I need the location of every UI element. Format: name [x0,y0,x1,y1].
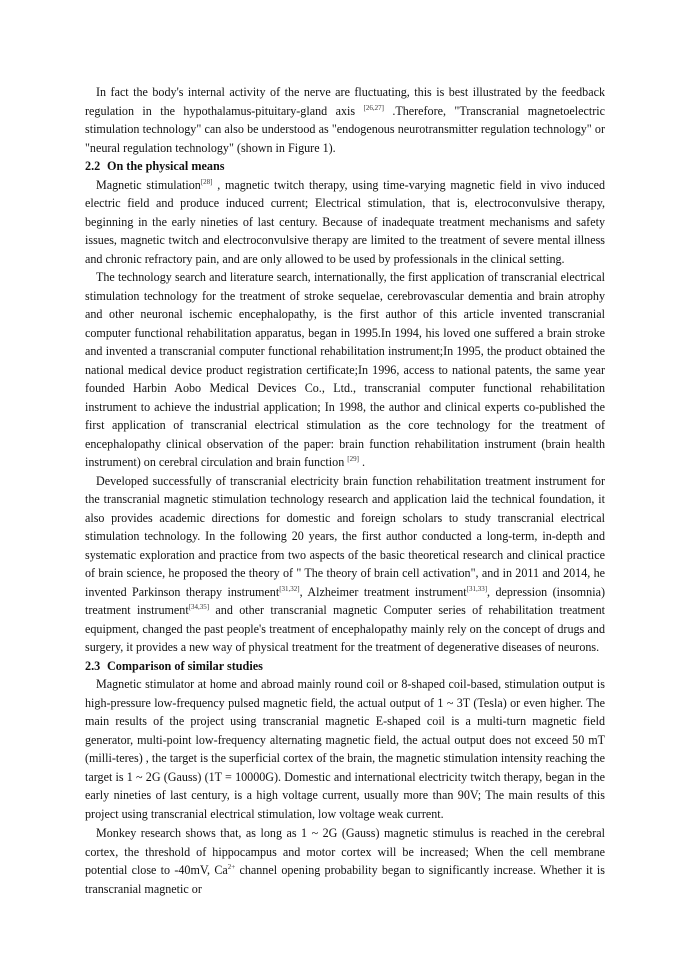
paragraph-text: , Alzheimer treatment instrument [299,584,467,599]
paragraph-monkey-research [85,824,605,898]
paragraph-text: .Therefore, "Transcranial magnetoelectric stimulation technology" can also be understood as "endogenous neurotransmitter regulation technology" or "neural regulation technology" (shown in Figure 1). [85,103,606,155]
section-number: 2.2 [85,159,101,173]
citation-ref[interactable]: [26,27] [363,103,384,112]
paragraph-magnetic-stimulator: Magnetic stimulator at home and abroad mainly round coil or 8-shaped coil-based, stimulation output is high-pressure low-frequency pulsed magnetic field, the actual output of 1 ~ 3T (Tesla) or even higher. The main results of the project using transcranial magnetic E-shaped coil is a multi-turn magnetic field generator, multi-point low-frequency alternating magnetic field, the actual output does not exceed 50 mT (milli-teres) , the target is the superficial cortex of the brain, the magnetic stimulation intensity reaching the target is 1 ~ 2G (Gauss) (1T = 10000G). Domestic and international electricity twitch therapy, began in the early nineties of last century, is a high voltage current, usually more than 90V; The main results of this project using transcranial electrical stimulation, low voltage weak current. [85,677,605,821]
citation-ref[interactable]: [31,32] [279,584,300,593]
citation-ref[interactable]: [34,35] [188,603,210,611]
paragraph-text: The technology search and literature search, internationally, the first application of transcranial electrical stimulation technology for the treatment of stroke sequelae, cerebrovascular dementia and brain atrophy and other neuronal ischemic encephalopathy, is the first author of this article invented transcranial computer functional rehabilitation apparatus, began in 1995.In 1994, his loved one suffered a brain stroke and invented a transcranial computer functional rehabilitation instrument;In 1995, the product obtained the national medical device product registration certificate;In 1996, access to national patents, the same year founded Harbin Aobo Medical Devices Co., Ltd., transcranial computer functional rehabilitation instrument to achieve the industrial application; In 1998, the author and clinical experts co-published the first application of transcranial electrical stimulation as the core technology for the treatment of encephalopathy clinical observation of the paper: brain function rehabilitation instrument (brain health instrument) on cerebral circulation and brain function [85,270,605,469]
section-number: 2.3 [85,658,101,673]
superscript-charge: 2+ [227,863,236,871]
paragraph-developed-successfully [85,472,605,657]
paragraph-text: , magnetic twitch therapy, using time-varying magnetic field in vivo induced electric field and produce induced current; Electrical stimulation, that is, electroconvulsive therapy, beginning in the early nineties of last century. Because of inadequate treatment mechanisms and safety issues, magnetic twitch and electroconvulsive therapy are limited to the treatment of severe mental illness and chronic refractory pain, and are only allowed to be used by professionals in the clinical setting. [85,177,605,266]
citation-ref[interactable]: [31,33] [466,584,488,593]
paragraph-text: Developed successfully of transcranial electricity brain function rehabilitation treatment instrument for the transcranial magnetic stimulation technology research and application laid the technical foundation, it also provides academic directions for domestic and foreign scholars to study transcranial electrical stimulation technology. In the following 20 years, the first author conducted a long-term, in-depth and systematic exploration and practice from two aspects of the basic theoretical research and clinical practice of brain science, he proposed the theory of " The theory of brain cell activation", and in 2011 and 2014, he invented Parkinson therapy instrument [85,473,605,599]
paragraph-technology-search [85,268,605,472]
paragraph-feedback-regulation [85,83,605,157]
paragraph-text: In fact the body's internal activity of the nerve are fluctuating, this is best illustrated by the feedback regulation in the hypothalamus-pituitary-gland axis [85,85,605,118]
paragraph-text: channel opening probability began to significantly increase. Whether it is transcranial magnetic or [85,863,605,896]
paragraph-text: , depression (insomnia) treatment instrument [85,584,605,617]
paragraph-text: Monkey research shows that, as long as 1 ~ 2G (Gauss) magnetic stimulus is reached in the cerebral cortex, the threshold of hippocampus and motor cortex will be increased; When the cell membrane potential close to -40mV, Ca [85,826,605,877]
paragraph-text: and other transcranial magnetic Computer series of rehabilitation treatment equipment, changed the past people's treatment of encephalopathy mainly rely on the concept of drugs and surgery, it provides a new way of physical treatment for the treatment of degenerative diseases of neurons. [85,603,606,654]
paragraph-text: . [358,455,365,469]
paragraph-text: Magnetic stimulation [96,177,201,192]
section-heading-2-2 [85,157,605,176]
section-title: On the physical means [107,159,225,173]
citation-ref[interactable]: [29] [347,455,359,463]
citation-ref[interactable]: [28] [200,177,213,186]
section-title: Comparison of similar studies [107,658,263,673]
section-heading-2-3 [85,657,605,676]
paragraph-magnetic-stimulation [85,176,605,269]
